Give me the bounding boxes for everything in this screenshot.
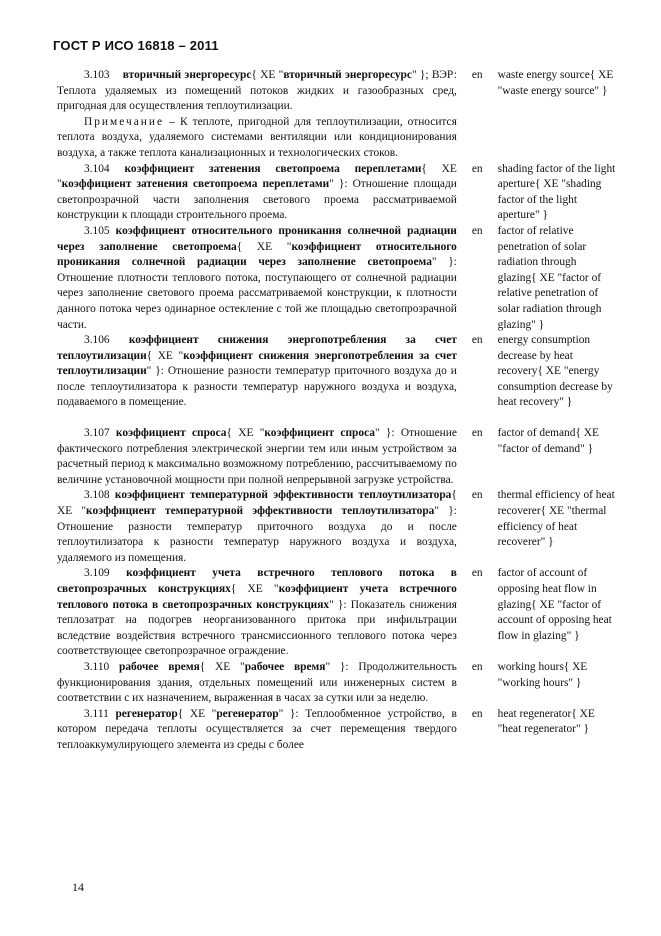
language-tag: en [471,427,483,440]
language-tag: en [471,334,483,347]
english-equivalent: shading factor of the light aperture{ XE "shading factor of the light aperture" } [497,162,616,222]
language-tag: en [471,489,483,502]
term-number: 3.107 [84,427,110,440]
definition-text: Отношение площади светопрозрачной части заполнения светового проема рассматриваемой конструкции к площади строительного проема. [57,178,457,222]
language-tag: en [471,660,483,673]
term-number: 3.111 [84,707,109,720]
definition-text: Отношение разности температур приточного воздуха до и после теплоутилизатора к разности температур наружного воздуха и воздуха, удаляемого из помещения. [57,520,457,564]
term-entry-3-107 [57,426,617,488]
term-definition: 3.110 рабочее время{ XE "рабочее время" }: Продолжительность функционирования здания, отдельных помещений или инженерных систем в соответствии с их назначением, выраженная в часах за сутки или за неделю. [57,660,457,705]
term-number: 3.110 [84,660,110,673]
definition-text: Отношение фактического потребления электрической энергии тем или иным устройством за расчетный период к максимально возможному потреблению, рассчитываемому по величине установочной мощности при полной непрерывной загрузке устройства. [57,427,457,486]
entry-spacer [57,411,617,426]
page-number: 14 [72,880,84,894]
english-equivalent: thermal efficiency of heat recoverer{ XE "thermal efficiency of heat recoverer" } [497,489,615,549]
term-entry-3-104 [57,162,617,224]
term-entry-3-108 [57,488,617,566]
term-number: 3.105 [84,224,110,237]
english-equivalent: working hours{ XE "working hours" } [497,660,588,689]
term-number: 3.106 [84,334,110,347]
term-definition: 3.106 коэффициент снижения энергопотребления за счет теплоутилизации{ XE "коэффициент снижения энергопотребления за счет теплоутилизации" }: Отношение разности температур приточного воздуха до и после теплоутилизатора к разности температур наружного воздуха и воздуха, подаваемого в помещение. [57,334,457,409]
term-definition: 3.104 коэффициент затенения светопроема переплетами{ XE "коэффициент затенения светопроема переплетами" }: Отношение площади светопрозрачной части заполнения светового проема рассматриваемой конструкции к площади строительного проема. [57,162,457,222]
english-equivalent: factor of demand{ XE "factor of demand" } [497,427,599,455]
term-title: коэффициент снижения энергопотребления за счет теплоутилизации [57,334,457,362]
term-definition: 3.111 регенератор{ XE "регенератор" }: Теплообменное устройство, в котором передача теплоты осуществляется за счет перемещения твердого теплоаккумулирующего элемента из среды с более [57,707,457,751]
term-number: 3.103 [84,69,110,81]
english-equivalent: waste energy source{ XE "waste energy source" } [497,69,614,97]
term-entry-3-105 [57,224,617,333]
term-entry-3-106 [57,333,617,411]
term-title: коэффициент учета встречного теплового потока в светопрозрачных конструкциях [57,567,457,595]
definition-text: Показатель снижения теплозатрат на подогрев неорганизованного притока при инфильтрации вследствие воздействия встречного трансмиссионного теплового потока через соответствующее светопрозрачное ограждение. [57,598,457,658]
note-text: – К теплоте, пригодной для теплоутилизации, относится теплота воздуха, удаляемого системами вентиляции или кондиционирования воздуха, а также теплота канализационных и технологических стоков. [57,115,457,159]
definition-text: ВЭР: Теплота удаляемых из помещений потоков жидких и газообразных сред, пригодная для осуществления теплоутилизации. [57,69,457,113]
terms-list [57,68,617,754]
note-label: Примечание [84,115,165,128]
language-tag: en [471,224,483,237]
language-tag: en [471,69,483,81]
definition-text: Отношение плотности теплового потока, поступающего от солнечной радиации через заполнение светового проема рассматриваемой конструкции, к плотности данного потока через одинарное остекление с той же площадью светопрозрачной части. [57,271,457,331]
term-title: регенератор [115,707,178,720]
term-entry-3-109 [57,566,617,660]
english-equivalent: heat regenerator{ XE "heat regenerator" } [497,707,595,736]
document-header: ГОСТ Р ИСО 16818 – 2011 [53,38,219,53]
english-equivalent: factor of relative penetration of solar radiation through glazing{ XE "factor of relative penetration of solar radiation through glazing" } [497,224,602,331]
definition-text: Отношение разности температур приточного воздуха до и после теплоутилизатора к разности температур наружного воздуха и воздуха, подаваемого в помещение. [57,365,457,409]
language-tag: en [471,707,483,720]
term-title: рабочее время [119,660,200,673]
term-title: коэффициент относительного проникания солнечной радиации через заполнение светопроема [57,224,457,253]
term-definition: 3.105 коэффициент относительного проникания солнечной радиации через заполнение светопроема{ XE "коэффициент относительного проникания солнечной радиации через заполнение светопроема" }: Отношение плотности теплового потока, поступающего от солнечной радиации через заполнение светового проема рассматриваемой конструкции, к плотности данного потока через одинарное остекление с той же площадью светопрозрачной части. [57,224,457,331]
english-equivalent: factor of account of opposing heat flow in glazing{ XE "factor of account of opposing heat flow in glazing" } [497,567,612,642]
term-definition: 3.108 коэффициент температурной эффективности теплоутилизатора{ XE "коэффициент температурной эффективности теплоутилизатора" }: Отношение разности температур приточного воздуха до и после теплоутилизатора к разности температур наружного воздуха и воздуха, удаляемого из помещения. [57,489,457,564]
definition-text: Теплообменное устройство, в котором передача теплоты осуществляется за счет перемещения твердого теплоаккумулирующего элемента из среды с более [57,707,457,751]
definition-text: Продолжительность функционирования здания, отдельных помещений или инженерных систем в соответствии с их назначением, выраженная в часах за сутки или за неделю. [57,660,457,705]
language-tag: en [471,567,483,580]
english-equivalent: energy consumption decrease by heat recovery{ XE "energy consumption decrease by heat recovery" } [497,334,613,409]
term-number: 3.108 [84,489,110,502]
term-definition: 3.103 вторичный энергоресурс{ XE "вторичный энергоресурс" }; ВЭР: Теплота удаляемых из помещений потоков жидких и газообразных сред, пригодная для осуществления теплоутилизации. Примечание – К теплоте, пригодной для теплоутилизации, относится теплота воздуха, удаляемого системами вентиляции или кондиционирования воздуха, а также теплота канализационных и технологических стоков. [57,69,457,159]
term-entry-3-111 [57,707,617,754]
term-title: коэффициент температурной эффективности теплоутилизатора [114,489,452,502]
term-number: 3.109 [84,567,110,580]
term-definition: 3.109 коэффициент учета встречного теплового потока в светопрозрачных конструкциях{ XE "коэффициент учета встречного теплового потока в светопрозрачных конструкциях" }: Показатель снижения теплозатрат на подогрев неорганизованного притока при инфильтрации вследствие воздействия встречного трансмиссионного теплового потока через соответствующее светопрозрачное ограждение. [57,567,457,658]
language-tag: en [471,162,483,175]
term-definition: 3.107 коэффициент спроса{ XE "коэффициент спроса" }: Отношение фактического потребления электрической энергии тем или иным устройством за расчетный период к максимально возможному потреблению, рассчитываемому по величине установочной мощности при полной непрерывной загрузке устройства. [57,427,457,486]
term-title: коэффициент спроса [115,427,227,440]
term-entry-3-110 [57,660,617,707]
term-number: 3.104 [84,162,110,175]
term-title: коэффициент затенения светопроема переплетами [124,162,422,175]
term-title: вторичный энергоресурс [122,69,252,81]
term-entry-3-103 [57,68,617,162]
